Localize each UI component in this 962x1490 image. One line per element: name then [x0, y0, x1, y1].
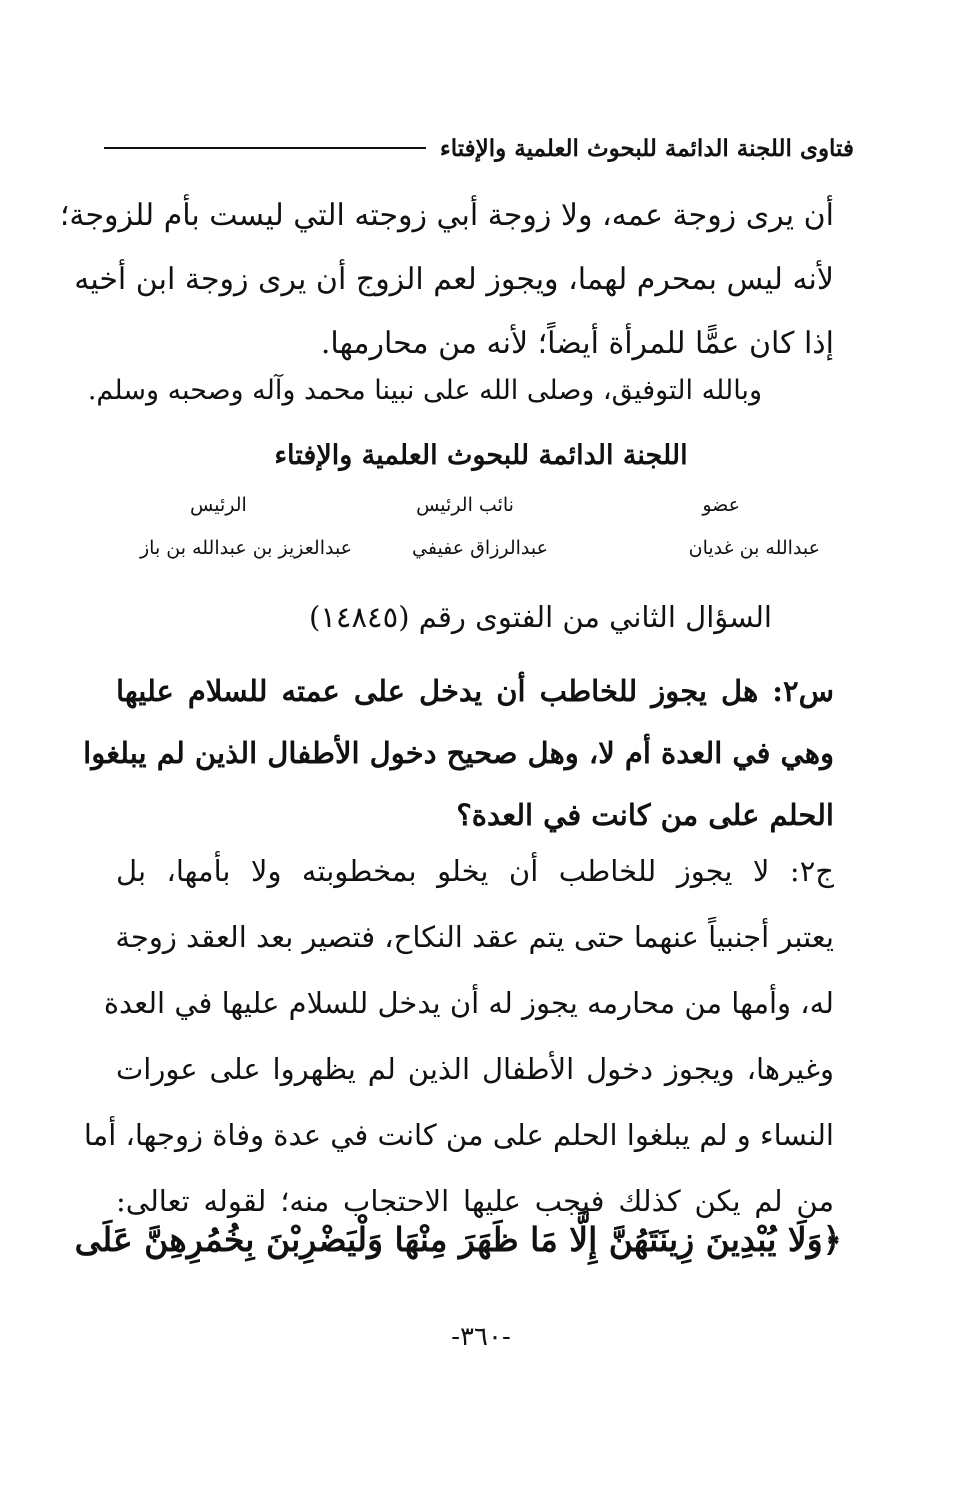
committee-name: اللجنة الدائمة للبحوث العلمية والإفتاء: [274, 440, 688, 471]
fatwa-question-title: السؤال الثاني من الفتوى رقم (١٤٨٤٥): [309, 600, 772, 634]
running-header: [104, 128, 854, 168]
signature-roles: [120, 494, 800, 516]
header-title: فتاوى اللجنة الدائمة للبحوث العلمية والإفتاء: [439, 134, 854, 162]
answer-text: [83, 838, 834, 1234]
quran-verse: ﴿وَلَا يُبْدِينَ زِينَتَهُنَّ إِلَّا مَا ظَهَرَ مِنْهَا وَلْيَضْرِبْنَ بِخُمُرِهِنَّ عَلَى: [74, 1220, 842, 1259]
answer-line: وغيرها، ويجوز دخول الأطفال الذين لم يظهروا على عورات: [116, 1052, 834, 1086]
role-vice-president: نائب الرئيس: [416, 494, 514, 516]
header-rule: [104, 147, 426, 149]
intro-line: إذا كان عمًّا للمرأة أيضاً؛ لأنه من محارمها.: [320, 326, 834, 361]
question-text: [83, 660, 834, 846]
role-president: الرئيس: [190, 494, 247, 516]
answer-line: ج٢: لا يجوز للخاطب أن يخلو بمخطوبته ولا بأمها، بل: [116, 854, 834, 888]
question-line: وهي في العدة أم لا، وهل صحيح دخول الأطفال الذين لم يبلغوا: [83, 736, 834, 770]
answer-line: له، وأمها من محارمه يجوز له أن يدخل للسلام عليها في العدة: [103, 986, 834, 1020]
question-line: س٢: هل يجوز للخاطب أن يدخل على عمته للسلام عليها: [116, 674, 834, 708]
answer-line: النساء و لم يبلغوا الحلم على من كانت في عدة وفاة زوجها، أما: [83, 1118, 834, 1152]
intro-line: لأنه ليس بمحرم لهما، ويجوز لعم الزوج أن يرى زوجة ابن أخيه: [74, 262, 834, 297]
intro-paragraph: [59, 184, 834, 376]
answer-line: يعتبر أجنبياً عنهما حتى يتم عقد النكاح، فتصير بعد العقد زوجة: [115, 920, 834, 954]
closing-formula: وبالله التوفيق، وصلى الله على نبينا محمد وآله وصحبه وسلم.: [87, 375, 762, 406]
question-line: الحلم على من كانت في العدة؟: [456, 798, 834, 832]
answer-line: من لم يكن كذلك فيجب عليها الاحتجاب منه؛ لقوله تعالى:: [116, 1184, 834, 1218]
president-name: عبدالعزيز بن عبدالله بن باز: [139, 537, 353, 559]
page-number: -٣٦٠-: [451, 1322, 511, 1352]
role-member: عضو: [702, 494, 740, 516]
signature-names: [140, 537, 820, 559]
member-name: عبدالله بن غديان: [688, 537, 820, 559]
intro-line: أن يرى زوجة عمه، ولا زوجة أبي زوجته التي ليست بأم للزوجة؛: [59, 198, 834, 233]
vice-president-name: عبدالرزاق عفيفي: [412, 537, 548, 559]
